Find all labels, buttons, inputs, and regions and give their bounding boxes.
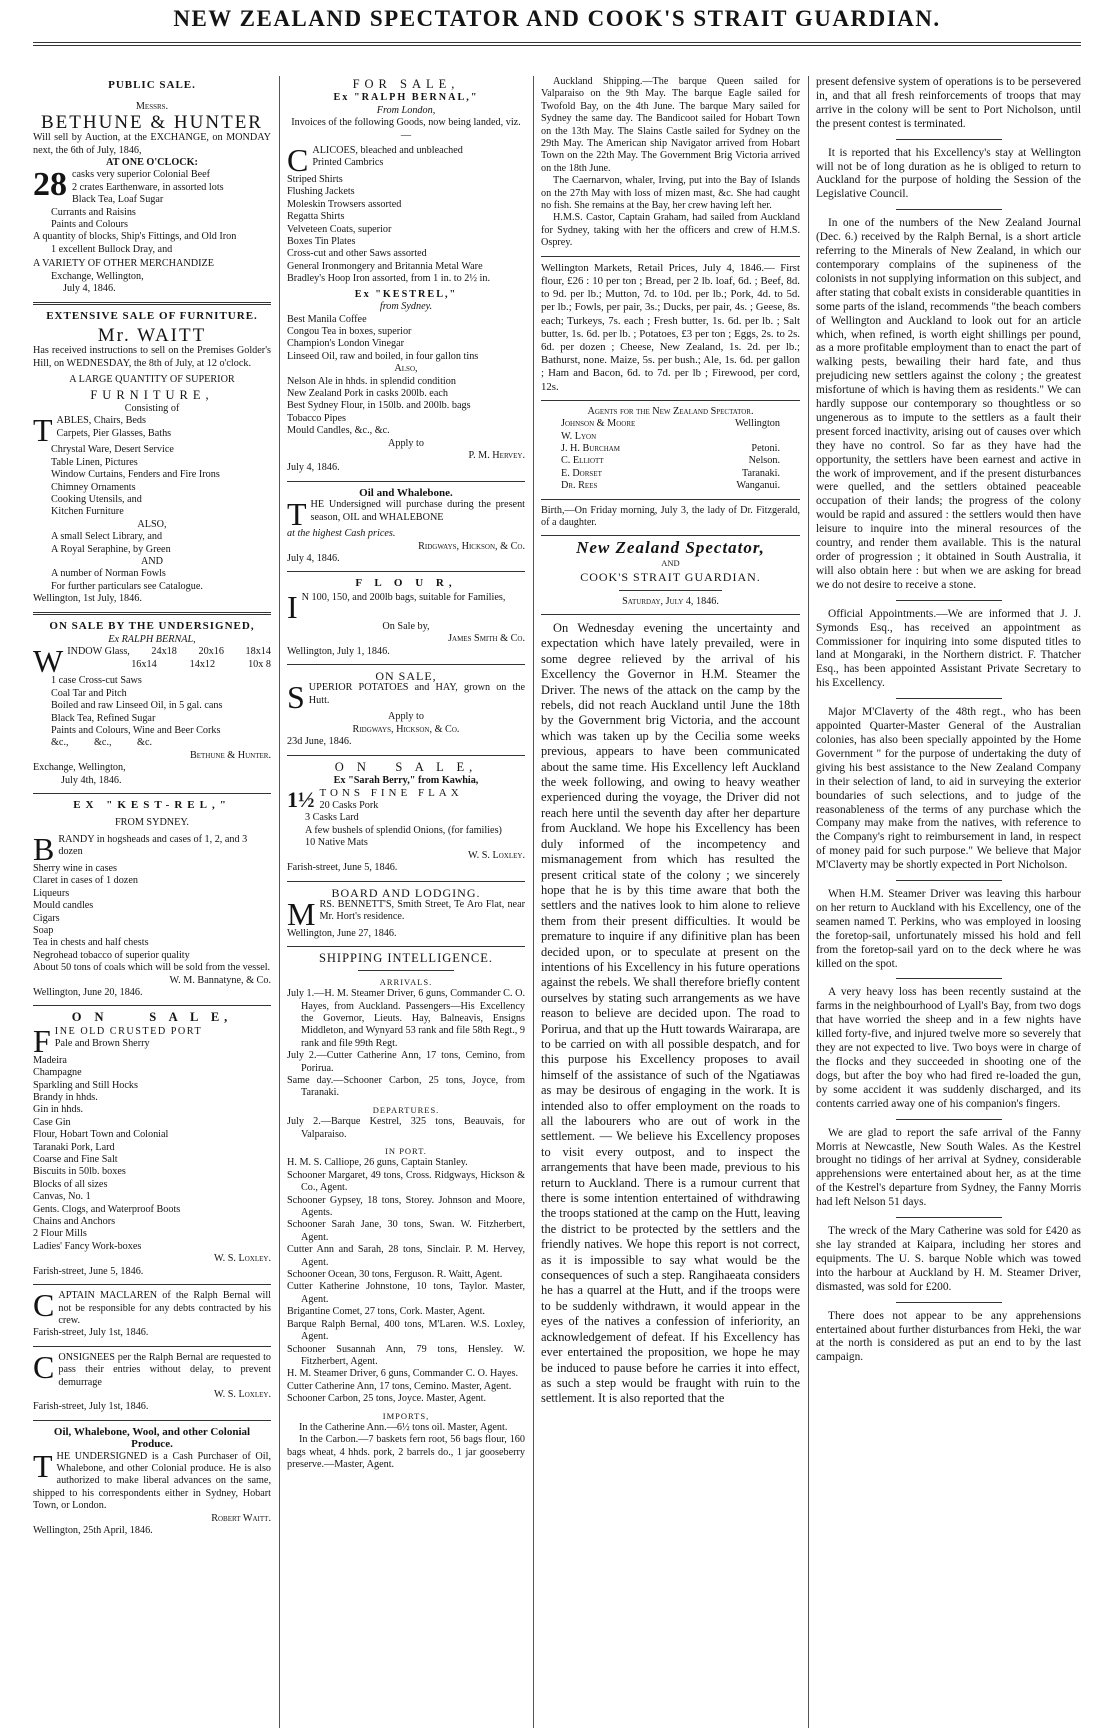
shipping-entry: Schooner Margaret, 49 tons, Cross. Ridgways, Hickson & Co., Agent.: [287, 1169, 525, 1194]
list-item: 1 case Cross-cut Saws: [51, 675, 142, 687]
shipping-entry: Schooner Susannah Ann, 79 tons, Hensley. W. Fitzherbert, Agent.: [287, 1343, 525, 1367]
notice-text: ONSIGNEES per the Ralph Bernal are requested to pass their entries without delay, to prevent demurrage: [58, 1351, 271, 1388]
shipping-intelligence: [287, 952, 525, 1471]
list-item: 20 Casks Pork: [319, 799, 379, 811]
drop-cap: B: [33, 830, 55, 867]
column-3: [541, 76, 800, 1728]
list-item: Canvas, No. 1: [33, 1191, 91, 1203]
column-2: [287, 76, 525, 1728]
shipping-entry: Schooner Sarah Jane, 30 tons, Swan. W. Fitzherbert, Agent.: [287, 1219, 525, 1243]
agent-place: Wellington: [734, 418, 780, 430]
list-item: Soap: [33, 924, 54, 936]
shipping-entry: Same day.—Schooner Carbon, 25 tons, Joyce, from Taranaki.: [287, 1074, 525, 1099]
notice-text: N 100, 150, and 200lb bags, suitable for Families,: [301, 591, 506, 603]
ad-line: Ex "RALPH BERNAL,": [333, 92, 479, 104]
drop-cap: I: [287, 588, 298, 625]
notice-text: HE UNDERSIGNED is a Cash Purchaser of Oil, Whalebone, and other Colonial produce. He is also authorized to make liberal advances on the same, shipped to his correspondents either in Sydney, Hobart Town, or London.: [33, 1450, 271, 1512]
short-rule: [896, 1119, 1002, 1120]
ad-date: Farish-street, July 1st, 1846.: [33, 1401, 149, 1413]
list-item: General Ironmongery and Britannia Metal Ware: [287, 260, 483, 272]
list-item: Taranaki Pork, Lard: [33, 1141, 115, 1153]
news-paragraph: We are glad to report the safe arrival of the Fanny Morris at Newcastle, New South Wales. As the Kestrel brought no tidings of her arrival at Sydney, considerable apprehensions were entertained about her, as at the time of the Kestrel's departure from Sydney, the Fanny Morris had left Nelson 51 days.: [816, 1126, 1081, 1209]
ad-heading: ON SALE BY THE UNDERSIGNED,: [49, 619, 255, 632]
short-rule: [896, 1302, 1002, 1303]
agent-name: Dr. Rees: [561, 480, 598, 492]
list-item: Paints and Colours: [51, 219, 128, 231]
on-sale-ad: [33, 1011, 271, 1278]
list-item: Paints and Colours, Wine and Beer Corks: [51, 725, 221, 737]
ad-signature: W. M. Bannatyne, & Co.: [169, 974, 271, 986]
section-heading: SHIPPING INTELLIGENCE.: [318, 951, 494, 966]
list-item: A small Select Library, and: [51, 531, 163, 543]
oil-purchaser-ad: [33, 1426, 271, 1538]
birth-notice: Birth,—On Friday morning, July 3, the lady of Dr. Fitzgerald, of a daughter.: [541, 504, 800, 528]
market-prices: Wellington Markets, Retail Prices, July 4, 1846.— First flour, £26 : 10 per ton ; Bread, per 2 lb. loaf, 6d. ; Beef, 8d. to 9d. per lb.; Mutton, 7d. to 10d. per lb.; Pork, 4d. to 5d. per lb.; Fowls, per pair, 3s.; Ducks, per pair, 4s. ; Geese, 8s. each; Turkeys, 7s. each ; Fresh butter, 1s. 6d. per lb. ; Salt butter, 1s. 6d. per lb. ; Potatoes, £3 per ton ; Eggs, 2s. to 2s. 6d. per dozen ; Cheese, New Zealand, 1s. 2d. per lb.; Bathurst, none. Maize, 5s. per bush.; Ale, 1s. 6d. per gallon ; Ham and Bacon, 6d. to 7d. per lb ; Firewood, per cord, 12s.: [541, 261, 800, 393]
agent-place: Wanganui.: [736, 480, 780, 492]
list-item: Bradley's Hoop Iron assorted, from 1 in. to 2½ in.: [287, 273, 491, 285]
short-rule: [896, 978, 1002, 979]
section-rule: [541, 256, 800, 257]
section-rule: [33, 302, 271, 305]
ad-heading: FOR SALE,: [352, 77, 460, 91]
list-item: Boiled and raw Linseed Oil, in 5 gal. cans: [51, 700, 223, 712]
list-item: ALICOES, bleached and unbleached: [312, 145, 463, 157]
leading-article: On Wednesday evening the uncertainty and expectation which have lately prevailed, were in some degree relieved by the arrival of his Excellency the Governor in H.M. Steamer the Driver. The news of the attack on the camp by the rebels, did not reach Auckland until June the 18th by the Government brig Victoria, and the account which was taken up by the Cecilia some weeks previous, appears to have been communicated about the same time. His Excellency left Auckland the week following, and owing to heavy weather experienced during the voyage, the Driver did not reach here until the seventh day after her departure from Auckland. We hope his Excellency has been duly informed of the incompetency and mismanagement from which has resulted the present critical state of the colony ; we sincerely hope that he is by this time aware that both the settlers and the natives look to him alone to relieve them from their present difficulties. It would be premature to inquire if any difinitive plan has been decided upon, or to speculate at present on the intentions of his Excellency in his future operations against the rebels. We shall therefore briefly content ourselves by stating such arrangements as we have reason to believe are decided upon. The road to Porirua, and that up the Hutt towards Wairarapa, are to be carried on with all possible despatch, and for this purpose his Excellency proposes to avail himself of the assistance of such of the Ngatiawas as may be desirous of engaging in the work. It is intended also to offer employment on the roads to all the labourers who are out of work in the settlement. — We believe his Excellency proposes to visit every outpost, and to inspect the arrangements that have been made, previous to his return to Auckland. There is a rumour current that there is some intention entertained of withdrawing the troops stationed at the camp on the Hutt, leaving the district to be protected by the settlers and the friendly natives. We hope this report is not correct, as it is impossible to say what would be the consequences of such a step. Rangihaeata considers he has a quarrel at the Hutt, and if the troops were to be suddenly withdrawn, it would appear in the eyes of the natives a confession of inferiority, an acknowledgement of defeat. If his Excellency has ever entertained the proposition, we hope he may be induced to pause before he carries it into effect, as such a step would be fraught with ruin to the settlement. It is also reported that the: [541, 621, 800, 1406]
list-item: Coarse and Fine Salt: [33, 1154, 118, 1166]
news-paragraph: It is reported that his Excellency's stay at Wellington will not be of long duration as he is obliged to return to Auckland for the purpose of holding the Session of the Legislative Council.: [816, 146, 1081, 201]
section-rule: [33, 1284, 271, 1285]
list-item: Pale and Brown Sherry: [54, 1038, 150, 1050]
section-rule: [33, 612, 271, 615]
list-item: 10 Native Mats: [305, 837, 368, 849]
news-paragraph: There does not appear to be any apprehensions entertained about further disturbances from Heki, the war at the north is considered as put an end to by the last campaign.: [816, 1309, 1081, 1364]
ad-line: Ex "KESTREL,": [354, 288, 458, 300]
short-rule: [619, 590, 723, 591]
shipping-entry: Cutter Katherine Johnstone, 10 tons, Taylor. Master, Agent.: [287, 1281, 525, 1305]
flour-ad: [287, 577, 525, 658]
ad-heading: Oil and Whalebone.: [359, 486, 453, 499]
list-item: Tobacco Pipes: [287, 412, 346, 424]
list-item: Liqueurs: [33, 887, 70, 899]
news-paragraph: Major M'Claverty of the 48th regt., who has been appointed Quarter-Master General of the Australian colonies, has also been specially appointed by the Home Government " for the purpose of undertaking the duty of giving his best assistance to the New Zealand Company in their selection of land, to aid in surveying the exterior boundaries of such selections, and to judge of the reasonableness of the terms of any purchase which the Company may make from the natives, with reference to the Company's right to reimbursement in land, in respect of money paid for such purpose." We believe that Major M'Claverty may be shortly expected in Port Nicholson.: [816, 706, 1081, 872]
masthead-rule-2: [33, 45, 1081, 46]
list-item: Best Sydney Flour, in 150lb. and 200lb. bags: [287, 400, 471, 412]
list-item: Striped Shirts: [287, 174, 343, 186]
ad-intro: Has received instructions to sell on the Premises Golder's Hill, on WEDNESDAY, the 8th of July, at 12 o'clock.: [33, 345, 271, 369]
agent-row: [541, 418, 800, 430]
list-item: Ladies' Fancy Work-boxes: [33, 1240, 142, 1252]
ad-line: FURNITURE,: [90, 387, 214, 402]
list-item: casks very superior Colonial Beef: [72, 169, 211, 181]
masthead-rule: [33, 42, 1081, 43]
drop-cap: C: [287, 142, 309, 179]
shipping-entry: July 1.—H. M. Steamer Driver, 6 guns, Commander C. O. Hayes, from Auckland. Passengers—His Excellency the Governor, Lieuts. Hay, Balneavis, Ensigns Middleton, and Wynyard 53 rank and file 58th Regt., 9 rank and file 99th Regt.: [287, 988, 525, 1049]
list-item: Window Curtains, Fenders and Fire Irons: [51, 469, 220, 481]
section-rule: [541, 535, 800, 536]
auctioneer-name: Mr. WAITT: [97, 324, 207, 346]
list-item: Coal Tar and Pitch: [51, 687, 127, 699]
short-rule: [358, 970, 453, 971]
glass-size: 24x18: [151, 646, 177, 658]
agent-name: Johnson & Moore: [561, 418, 636, 430]
news-paragraph: present defensive system of operations is to be persevered in, and that all fresh reinforcements of troops that may arrive in the colony will be sent to Port Nicholson, until the present contest is terminated.: [816, 76, 1081, 130]
firm-name: BETHUNE & HUNTER: [41, 111, 263, 133]
list-item: Chains and Anchors: [33, 1216, 116, 1228]
undersigned-ad: [33, 620, 271, 787]
list-item: A number of Norman Fowls: [51, 568, 166, 580]
column-1: [33, 76, 271, 1728]
shipping-entry: Schooner Gypsey, 18 tons, Storey. Johnson and Moore, Agents.: [287, 1194, 525, 1219]
agent-row: [541, 431, 800, 443]
shipping-entry: Cutter Catherine Ann, 17 tons, Cemino. Master, Agent.: [287, 1380, 512, 1392]
list-item: 2 crates Earthenware, in assorted lots: [72, 181, 224, 193]
shipping-entry: In the Carbon.—7 baskets fern root, 56 bags flour, 160 bags wheat, 4 hhds. pork, 2 barrels do., 1 jar gooseberry preserve.—Master, Agent.: [287, 1434, 525, 1471]
agent-place: Taranaki.: [741, 467, 780, 479]
drop-numeral: 28: [33, 166, 67, 204]
shipping-entry: July 2.—Barque Kestrel, 325 tons, Beauvais, for Valparaiso.: [287, 1116, 525, 1140]
list-item: Brandy in hhds.: [33, 1092, 98, 1103]
list-item: Black Tea, Refined Sugar: [51, 712, 156, 724]
maclaren-notice: [33, 1287, 271, 1340]
list-item: New Zealand Pork in casks 200lb. each: [287, 387, 448, 399]
list-item: Blocks of all sizes: [33, 1178, 108, 1190]
ad-signature: W. S. Loxley.: [213, 1253, 271, 1265]
sale-time: AT ONE O'CLOCK:: [106, 157, 198, 169]
drop-cap: F: [33, 1022, 51, 1059]
list-item: &c., &c., &c.: [51, 737, 153, 749]
consignees-notice: [33, 1348, 271, 1414]
agent-row: [541, 443, 800, 455]
glass-size: 18x14: [245, 646, 271, 658]
ad-date: Farish-street, July 1st, 1846.: [33, 1327, 149, 1339]
ad-date: Wellington, 1st July, 1846.: [33, 593, 142, 605]
paper-subtitle: COOK'S STRAIT GUARDIAN.: [580, 570, 761, 585]
section-rule: [287, 881, 525, 882]
list-item: Flushing Jackets: [287, 186, 355, 198]
subheading: ARRIVALS.: [379, 976, 433, 987]
shipping-entry: Brigantine Comet, 27 tons, Cork. Master, Agent.: [287, 1306, 485, 1318]
subheading: IMPORTS,: [382, 1410, 430, 1421]
short-rule: [896, 698, 1002, 699]
ad-heading: F L O U R,: [355, 577, 457, 590]
kestrel-ad: [33, 799, 271, 999]
agent-row: [541, 480, 800, 492]
list-item: Flour, Hobart Town and Colonial: [33, 1129, 169, 1141]
list-item: Mould Candles, &c., &c.: [287, 425, 390, 437]
ad-heading: O N S A L E,: [334, 759, 478, 774]
title-and: AND: [661, 557, 680, 568]
section-rule: [33, 1420, 271, 1421]
ad-signature: Ridgways, Hickson, & Co.: [352, 723, 460, 735]
shipping-entry: Barque Ralph Bernal, 400 tons, M'Laren. W.S. Loxley, Agent.: [287, 1318, 525, 1343]
variety-line: A VARIETY OF OTHER MERCHANDIZE: [33, 258, 214, 270]
drop-cap: C: [33, 1348, 55, 1385]
also-label: Also,: [394, 363, 418, 375]
list-item: Linseed Oil, raw and boiled, in four gallon tins: [287, 350, 479, 362]
agents-heading: Agents for the New Zealand Spectator.: [587, 405, 754, 417]
drop-cap: W: [33, 643, 64, 680]
agent-row: [541, 455, 800, 467]
list-item: TONS FINE FLAX: [319, 787, 463, 800]
ad-signature: W. S. Loxley.: [467, 849, 525, 861]
agent-name: W. Lyon: [561, 430, 597, 442]
news-paragraph: The Caernarvon, whaler, Irving, put into the Bay of Islands on the 27th May with loss of mizen mast, &c. She had caught no fish. She remains at the Bay, her crew having left her.: [541, 175, 800, 212]
ad-intro: Will sell by Auction, at the EXCHANGE, on MONDAY next, the 6th of July, 1846,: [33, 132, 271, 156]
glass-size: 10x 8: [248, 658, 271, 670]
and-label: AND: [140, 556, 164, 567]
list-item: Chimney Ornaments: [51, 481, 136, 493]
list-item: Best Manila Coffee: [287, 313, 367, 325]
notice-text: HE Undersigned will purchase during the present season, OIL and WHALEBONE: [310, 499, 525, 523]
ad-date: Wellington, July 1, 1846.: [287, 645, 390, 657]
agent-name: C. Elliott: [561, 455, 604, 467]
masthead: NEW ZEALAND SPECTATOR AND COOK'S STRAIT GUARDIAN.: [173, 6, 941, 31]
ad-heading: EX "KEST-REL,": [73, 799, 231, 812]
drop-cap: M: [287, 895, 316, 932]
ad-line: FROM SYDNEY.: [115, 816, 189, 828]
ad-date: July 4, 1846.: [287, 553, 340, 564]
glass-size: 14x12: [189, 658, 216, 670]
notice-text: at the highest Cash prices.: [287, 528, 396, 540]
news-paragraph: H.M.S. Castor, Captain Graham, had sailed from Auckland for Sydney, taking with her the officers and crew of H.M.S. Osprey.: [541, 212, 800, 249]
ad-heading: PUBLIC SALE.: [108, 79, 196, 91]
subheading: DEPARTURES.: [372, 1104, 440, 1115]
section-rule: [287, 664, 525, 665]
news-paragraph: Official Appointments.—We are informed that J. J. Symonds Esq., has received an appointment as Commissioner for inquiring into some disputed titles to land at Mongaraki, in the Northern district. F. Thatcher Esq., has been appointed Assistant Private Secretary to his Excellency.: [816, 607, 1081, 690]
list-item: Congou Tea in boxes, superior: [287, 325, 412, 337]
list-item: Chrystal Ware, Desert Service: [51, 444, 174, 456]
ad-line: From London,: [376, 104, 436, 116]
whalebone-ad: [287, 487, 525, 566]
furniture-ad: [33, 310, 271, 606]
agent-name: J. H. Burcham: [561, 442, 621, 454]
agent-place: Petoni.: [751, 442, 780, 454]
ad-date: July 4, 1846.: [63, 283, 116, 295]
messrs: Messrs.: [135, 101, 169, 113]
drop-cap: T: [33, 1447, 53, 1484]
ad-signature: P. M. Hervey.: [468, 449, 525, 461]
news-paragraph: The wreck of the Mary Catherine was sold for £420 as she lay stranded at Kaipara, including her stores and equipments. The U. S. barque Noble which was towed into the harbour at Auckland by H. M. Steamer Driver, dismasted, was sold for £200.: [816, 1225, 1081, 1293]
list-item: Nelson Ale in hhds. in splendid condition: [287, 375, 456, 387]
list-item: A few bushels of splendid Onions, (for families): [305, 824, 502, 836]
section-rule: [33, 793, 271, 794]
short-rule: [896, 209, 1002, 210]
list-item: Kitchen Furniture: [51, 506, 124, 518]
ad-line: On Sale by,: [382, 620, 430, 632]
ad-signature: W. S. Loxley.: [213, 1388, 271, 1400]
column-rule: [279, 76, 280, 1728]
ad-signature: Robert Waitt.: [211, 1512, 271, 1524]
ad-date: Farish-street, June 5, 1846.: [33, 1265, 144, 1277]
agent-name: E. Dorset: [561, 467, 602, 479]
glass-size: 20x16: [198, 646, 224, 658]
list-item: Table Linen, Pictures: [51, 456, 138, 468]
news-paragraph: When H.M. Steamer Driver was leaving this harbour on her return to Auckland with his Excellency, one of the seamen named T. Perkins, who was employed in loosing the foretop-sail, unfortunately missed his hold and fell from the foretop-sail yard on to the deck where he was killed on the spot.: [816, 888, 1081, 970]
list-item: Currants and Raisins: [51, 206, 136, 218]
list-item: Claret in cases of 1 dozen: [33, 875, 138, 887]
shipping-entry: July 2.—Cutter Catherine Ann, 17 tons, Cemino, from Porirua.: [287, 1050, 525, 1074]
ad-line: Ex RALPH BERNAL,: [108, 634, 196, 646]
agents-list: [541, 406, 800, 493]
list-item: Regatta Shirts: [287, 211, 345, 223]
ad-intro: Invoices of the following Goods, now being landed, viz.—: [291, 117, 521, 141]
ad-line: Consisting of: [124, 402, 180, 414]
apply-label: Apply to: [388, 711, 424, 723]
column-4: [816, 76, 1081, 1728]
section-rule: [287, 946, 525, 947]
list-item: RANDY in hogsheads and cases of 1, 2, and 3 dozen: [58, 833, 248, 858]
issue-date: Saturday, July 4, 1846.: [622, 595, 719, 607]
ad-place: Exchange, Wellington,: [33, 762, 126, 774]
short-rule: [896, 880, 1002, 881]
notice-text: APTAIN MACLAREN of the Ralph Bernal will not be responsible for any debts contracted by his crew.: [58, 1290, 271, 1326]
ad-place: Exchange, Wellington,: [51, 270, 144, 282]
list-item: Sherry wine in cases: [33, 862, 118, 874]
list-item: Case Gin: [33, 1116, 71, 1128]
shipping-entry: Cutter Ann and Sarah, 28 tons, Sinclair. P. M. Hervey, Agent.: [287, 1244, 525, 1268]
ad-date: July 4th, 1846.: [61, 774, 122, 786]
list-item: Cigars: [33, 912, 60, 924]
news-paragraph: In one of the numbers of the New Zealand Journal (Dec. 6.) received by the Ralph Bernal, is a short article referring to the Minerals of New Zealand, in which our contemporary complains of the supineness of the colonists in not supplying information on this subject, and after stating that cobalt exists in considerable quantities in some parts of the island, recommends "the beach combers of Wellington and Auckland to look out for an article which, when refined, is worth eight shillings per pound, as a more profitable employment than to enact the part of walking pests, bewailing their hard fate, and thus prejudicing new settlers against the colony ; the greatest misfortune of which is having them as residents." We can hardly suppose our contemporary so thoughtless or so ungenerous as to impute to the settlers as a fault their present forced inactivity, arising out of causes over which they have no control. So far as they have had the opportunity, the settlers have been earnest and active in the work of improvement, and if the present disturbances were quelled, and the settlers obtained peaceable occupation of their lands; the progress of the colony would be rapid and assured : the settlers would then have leisure to inquire into the mineral resources of the country, and render them available. This is the natural order of progression ; it obtained in South Australia, it will also obtain here : but when we are asking for bread we do not desire to receive a stone.: [816, 217, 1081, 591]
list-item: 3 Casks Lard: [305, 812, 359, 824]
agent-place: Nelson.: [748, 455, 780, 467]
shipping-entry: Schooner Carbon, 25 tons, Joyce. Master, Agent.: [287, 1393, 487, 1405]
short-rule: [896, 1217, 1002, 1218]
ad-line: INDOW Glass,: [67, 646, 130, 658]
paper-title: New Zealand Spectator,: [576, 538, 765, 558]
ad-heading: Oil, Whalebone, Wool, and other Colonial Produce.: [53, 1425, 251, 1451]
list-item: About 50 tons of coals which will be sold from the vessel.: [33, 962, 271, 974]
drop-cap: T: [33, 412, 53, 449]
list-item: 2 Flour Mills: [33, 1228, 87, 1240]
notice-text: RS. BENNETT'S, Smith Street, Te Aro Flat, near Mr. Hort's residence.: [319, 898, 525, 923]
columns: [33, 76, 1081, 1728]
section-rule: [287, 481, 525, 482]
list-item: Sparkling and Still Hocks: [33, 1079, 138, 1091]
ad-heading: O N S A L E,: [71, 1010, 233, 1025]
ad-heading: ON SALE,: [375, 669, 437, 684]
section-rule: [33, 1346, 271, 1347]
ad-date: Wellington, 25th April, 1846.: [33, 1525, 153, 1536]
board-ad: [287, 887, 525, 941]
drop-numeral: 1½: [287, 787, 315, 813]
list-item: Velveteen Coats, superior: [287, 223, 392, 235]
list-item: Carpets, Pier Glasses, Baths: [56, 427, 172, 439]
short-rule: [896, 600, 1002, 601]
ad-date: July 4, 1846.: [287, 462, 340, 474]
list-item: Boxes Tin Plates: [287, 236, 356, 248]
list-item: Black Tea, Loaf Sugar: [72, 194, 164, 206]
list-item: Champion's London Vinegar: [287, 338, 405, 350]
shipping-entry: In the Catherine Ann.—6½ tons oil. Master, Agent.: [299, 1421, 508, 1433]
ad-date: Wellington, June 27, 1846.: [287, 927, 397, 939]
news-paragraph: Auckland Shipping.—The barque Queen sailed for Valparaiso on the 9th May. The barque Eagle sailed for Twofold Bay, on the 4th June. The barque Mary sailed for Sydney the same day. The Bandicoot sailed for Hobart Town on the 13th May. The Slains Castle sailed for Sydney on the 29th May. The American ship Navigator arrived from Hobart Town on the 22th May. The Government Brig Victoria arrived on the 18th June.: [541, 76, 800, 174]
ad-signature: Ridgways, Hickson, & Co.: [418, 540, 525, 552]
section-rule: [541, 499, 800, 500]
ad-line: A LARGE QUANTITY OF SUPERIOR: [69, 374, 235, 386]
section-rule: [541, 400, 800, 401]
list-item: Cross-cut and other Saws assorted: [287, 248, 427, 260]
list-item: Mould candles: [33, 900, 94, 912]
shipping-entry: Schooner Ocean, 30 tons, Ferguson. R. Waitt, Agent.: [287, 1269, 503, 1281]
list-item: INE OLD CRUSTED PORT: [54, 1025, 203, 1037]
ad-date: Wellington, June 20, 1846.: [33, 986, 143, 998]
shipping-entry: H. M. Steamer Driver, 6 guns, Commander C. O. Hayes.: [287, 1368, 519, 1380]
drop-cap: T: [287, 496, 307, 533]
potatoes-ad: [287, 670, 525, 749]
short-rule: [896, 139, 1002, 140]
list-item: Madeira: [33, 1054, 67, 1066]
also-label: ALSO,: [137, 518, 167, 530]
section-rule: [541, 614, 800, 615]
drop-cap: S: [287, 679, 305, 716]
ad-date: Farish-street, June 5, 1846.: [287, 862, 398, 874]
ad-signature: Bethune & Hunter.: [189, 749, 271, 761]
ad-line: Ex "Sarah Berry," from Kawhia,: [333, 775, 479, 787]
list-item: Cooking Utensils, and: [51, 493, 142, 505]
list-item: ABLES, Chairs, Beds: [56, 415, 146, 427]
shipping-entry: H. M. S. Calliope, 26 guns, Captain Stanley.: [287, 1157, 468, 1169]
ad-heading: BOARD AND LODGING.: [331, 885, 481, 900]
list-item: Champagne: [33, 1067, 82, 1079]
list-item: 1 excellent Bullock Dray, and: [51, 243, 173, 255]
list-item: Moleskin Trowsers assorted: [287, 198, 402, 210]
list-item: Negrohead tobacco of superior quality: [33, 949, 190, 961]
public-sale-ad: [33, 79, 271, 296]
list-item: A quantity of blocks, Ship's Fittings, and Old Iron: [33, 231, 237, 243]
list-item: Biscuits in 50lb. boxes: [33, 1166, 126, 1178]
column-rule: [533, 76, 534, 1728]
section-rule: [33, 1005, 271, 1006]
ad-line: from Sydney.: [379, 301, 433, 313]
list-item: Gin in hhds.: [33, 1104, 84, 1116]
column-rule: [808, 76, 809, 1728]
notice-text: UPERIOR POTATOES and HAY, grown on the Hutt.: [308, 682, 525, 706]
list-item: Gents. Clogs, and Waterproof Boots: [33, 1203, 181, 1215]
drop-cap: C: [33, 1287, 55, 1324]
subheading: IN PORT.: [385, 1146, 427, 1156]
glass-size: 16x14: [131, 658, 157, 670]
section-rule: [287, 571, 525, 572]
agent-row: [541, 468, 800, 480]
ad-date: 23d June, 1846.: [287, 736, 352, 748]
list-item: A Royal Seraphine, by Green: [51, 543, 171, 555]
list-item: Tea in chests and half chests: [33, 937, 149, 949]
ad-heading: EXTENSIVE SALE OF FURNITURE.: [46, 309, 258, 322]
news-paragraph: A very heavy loss has been recently sustaind at the farms in the neighbourhood of Lyall's Bay, from two dogs that have worried the sheep and in a few nights have killed forty-five, and injured twelve more so severely that they are not expected to live. Two boys were in charge of the flocks and they succeeded in shooting one of the dogs, but after the boy who had fired re-loaded the gun, by some accident it was suddenly discharged, and its contents carried away one of his companion's fingers.: [816, 986, 1081, 1110]
apply-label: Apply to: [388, 437, 424, 449]
list-item: For further particulars see Catalogue.: [51, 580, 203, 592]
for-sale-ad: [287, 78, 525, 475]
flax-ad: [287, 761, 525, 875]
section-rule: [287, 755, 525, 756]
list-item: Printed Cambrics: [312, 157, 384, 169]
ad-signature: James Smith & Co.: [448, 633, 525, 645]
